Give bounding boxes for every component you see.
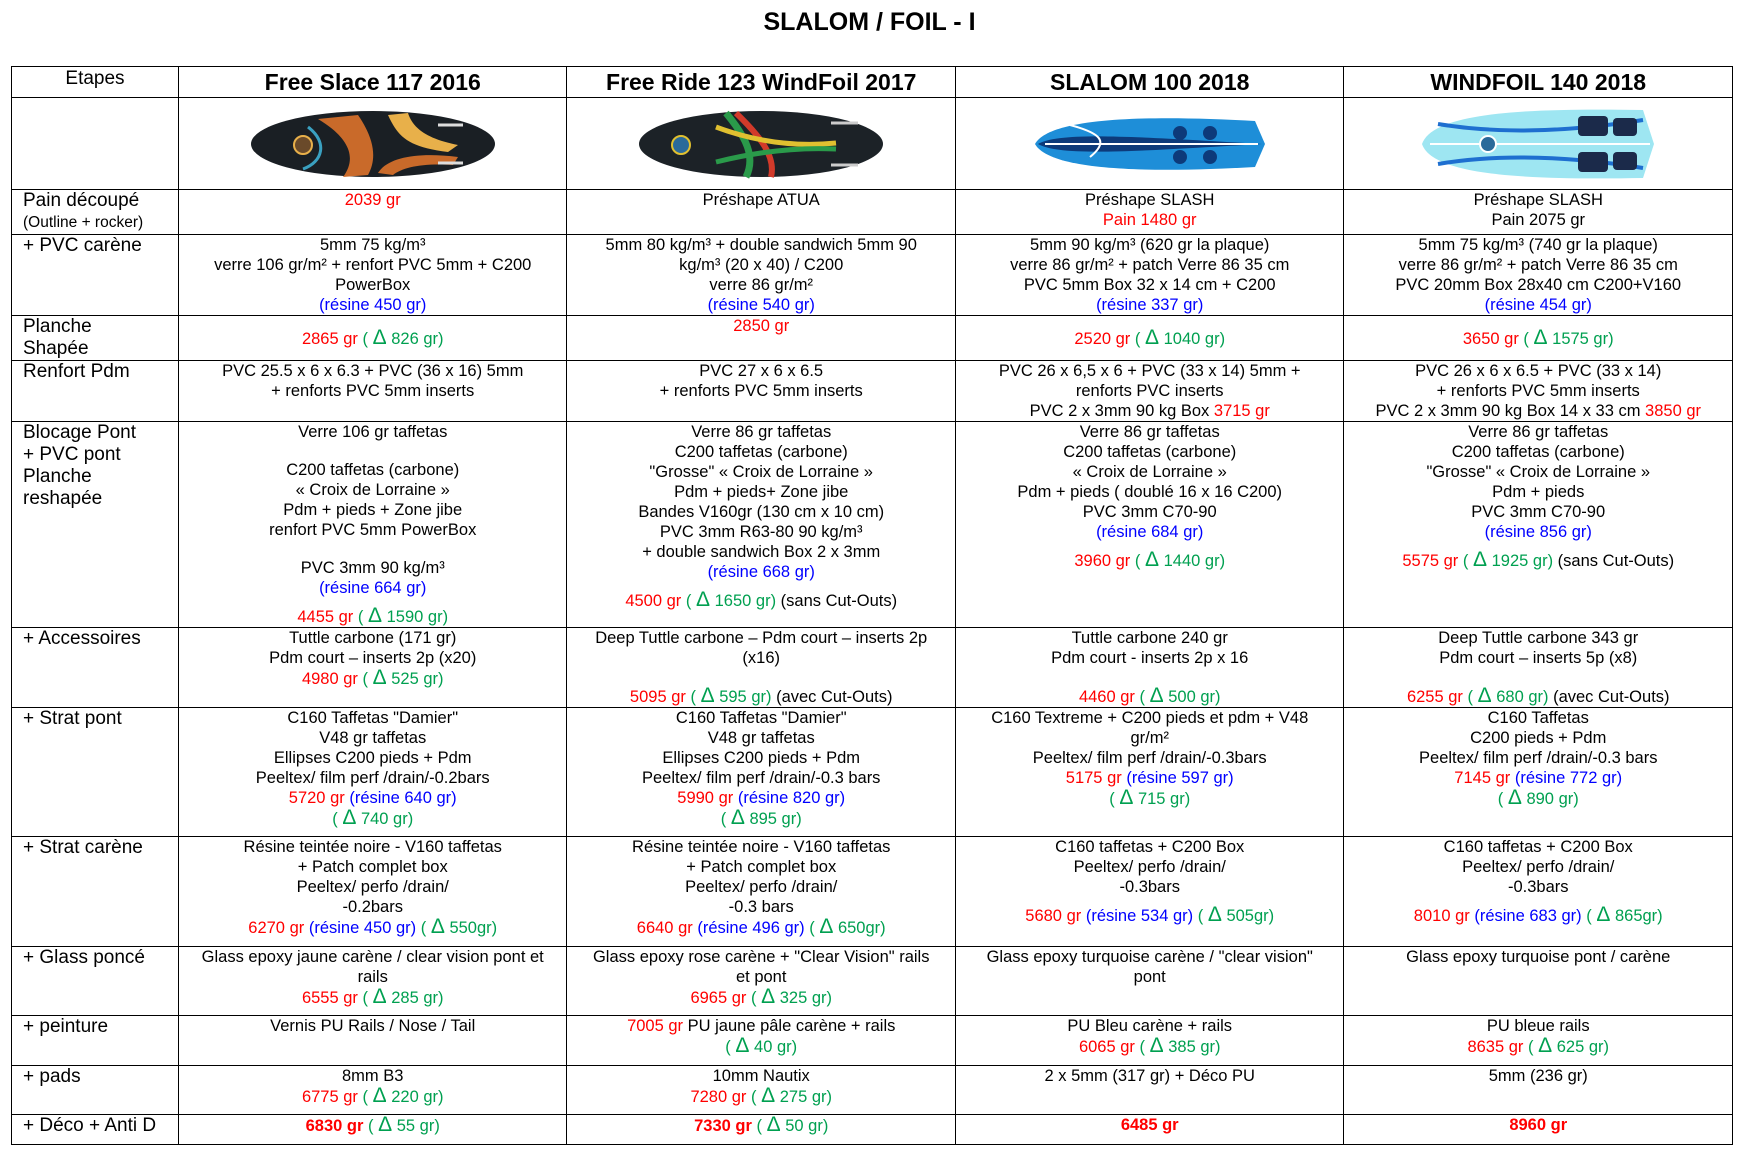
cell-text: Pdm court – inserts 2p (x20)	[269, 649, 477, 667]
delta-value: ( Δ 650gr)	[809, 915, 886, 938]
resin-value: (résine 684 gr)	[1096, 523, 1204, 541]
weight-value: 4460 gr	[1078, 688, 1135, 706]
weight-value: 7330 gr	[694, 1117, 752, 1135]
row-label: + Strat pont	[23, 708, 122, 729]
row-accessoires	[12, 628, 1733, 708]
cell-text: Glass epoxy jaune carène / clear vision pont et	[201, 948, 544, 966]
cell-text: C200 taffetas (carbone)	[674, 443, 848, 461]
weight-value: 2850 gr	[733, 317, 790, 335]
delta-icon: Δ	[378, 1113, 393, 1136]
weight-value: 6065 gr	[1078, 1038, 1135, 1056]
row-label: Shapée	[23, 338, 89, 359]
cell-text: PVC 27 x 6 x 6.5	[699, 362, 824, 380]
weight-value: 2520 gr	[1074, 329, 1131, 348]
delta-value: ( Δ 285 gr)	[362, 985, 444, 1008]
header-etapes: Etapes	[12, 67, 179, 98]
weight-value: 5095 gr	[629, 688, 686, 706]
weight-value: 3650 gr	[1462, 329, 1519, 348]
weight-value: 6640 gr	[636, 919, 693, 937]
cell-text: "Grosse" « Croix de Lorraine »	[649, 463, 873, 481]
cell-text: V48 gr taffetas	[707, 729, 815, 747]
cell-text: kg/m³ (20 x 40) / C200	[679, 256, 844, 274]
cell-text: (sans Cut-Outs)	[1553, 552, 1675, 570]
resin-value: (résine 450 gr)	[319, 296, 427, 314]
cell-text: verre 106 gr/m² + renfort PVC 5mm + C200	[214, 256, 532, 274]
cell-text: C200 taffetas (carbone)	[1063, 443, 1237, 461]
delta-icon: Δ	[766, 1113, 781, 1136]
delta-value: ( Δ 55 gr)	[368, 1113, 440, 1136]
row-pain-decoupe	[12, 190, 1733, 235]
cell-text: (x16)	[742, 649, 781, 667]
resin-value: (résine 540 gr)	[707, 296, 815, 314]
cell-text: Pdm court - inserts 2p x 16	[1051, 649, 1249, 667]
weight-value: 5575 gr	[1402, 552, 1459, 570]
cell-text: Peeltex/ perfo /drain/	[296, 878, 449, 896]
delta-icon: Δ	[1507, 786, 1522, 809]
delta-value: ( Δ 680 gr)	[1467, 684, 1549, 707]
cell-text: « Croix de Lorraine »	[295, 481, 450, 499]
row-label: Renfort Pdm	[23, 361, 130, 382]
cell-text: (avec Cut-Outs)	[771, 688, 893, 706]
cell-text: verre 86 gr/m² + patch Verre 86 35 cm	[1398, 256, 1678, 274]
cell-text: C200 taffetas (carbone)	[1451, 443, 1625, 461]
board-slalom-100-image	[1030, 111, 1270, 177]
delta-value: ( Δ 1040 gr)	[1134, 325, 1226, 349]
row-label: + PVC pont	[23, 444, 121, 465]
delta-value: ( Δ 865gr)	[1586, 903, 1663, 926]
weight-value: 6270 gr	[248, 919, 305, 937]
cell-text: -0.3bars	[1507, 878, 1569, 896]
header-col-2: Free Ride 123 WindFoil 2017	[567, 67, 956, 98]
row-pads	[12, 1066, 1733, 1115]
row-label: Blocage Pont	[23, 422, 137, 443]
cell-text: Tuttle carbone (171 gr)	[289, 629, 457, 647]
cell-text: Peeltex/ perfo /drain/	[1073, 858, 1226, 876]
weight-value: 3960 gr	[1074, 552, 1131, 570]
resin-value: (résine 668 gr)	[707, 563, 815, 581]
cell-text: Peeltex/ film perf /drain/-0.3bars	[1032, 749, 1267, 767]
cell-text: 5mm 75 kg/m³ (740 gr la plaque)	[1418, 236, 1658, 254]
row-label: + pads	[23, 1066, 81, 1087]
cell-text: (avec Cut-Outs)	[1548, 688, 1670, 706]
delta-icon: Δ	[368, 604, 383, 627]
cell-text: V48 gr taffetas	[319, 729, 427, 747]
board-windfoil-140-image	[1418, 104, 1658, 184]
weight-value: 8960 gr	[1509, 1116, 1568, 1134]
delta-icon: Δ	[1207, 903, 1222, 926]
weight-value: Pain 1480 gr	[1102, 211, 1197, 229]
images-label-cell	[12, 98, 179, 190]
delta-icon: Δ	[1145, 325, 1160, 349]
weight-value: 5720 gr	[288, 789, 345, 807]
resin-value: (résine 772 gr)	[1510, 769, 1623, 787]
row-label: Planche	[23, 316, 92, 337]
cell-text: C160 Textreme + C200 pieds et pdm + V48	[991, 709, 1309, 727]
cell-text: Pdm + pieds ( doublé 16 x 16 C200)	[1017, 483, 1283, 501]
cell-text: + Patch complet box	[297, 858, 448, 876]
cell-text: + renforts PVC 5mm inserts	[659, 382, 863, 400]
cell-text: C160 taffetas + C200 Box	[1443, 838, 1633, 856]
cell-text: C160 Taffetas	[1487, 709, 1589, 727]
cell-text: 5mm 75 kg/m³	[320, 236, 426, 254]
cell-text: PVC 3mm R63-80 90 kg/m³	[659, 523, 863, 541]
cell-text: Préshape SLASH	[1085, 191, 1215, 209]
cell-text: renforts PVC inserts	[1075, 382, 1224, 400]
cell-text: Deep Tuttle carbone – Pdm court – inserts 2p	[595, 629, 928, 647]
cell-text: Pain 2075 gr	[1491, 211, 1586, 229]
delta-value: ( Δ 625 gr)	[1528, 1034, 1610, 1057]
row-blocage-pont	[12, 422, 1733, 628]
delta-icon: Δ	[372, 1084, 387, 1107]
cell-text: et pont	[735, 968, 787, 986]
delta-value: ( Δ 525 gr)	[362, 666, 444, 689]
delta-icon: Δ	[700, 684, 715, 707]
cell-text: Glass epoxy rose carène + "Clear Vision" rails	[592, 948, 930, 966]
cell-text: gr/m²	[1130, 729, 1169, 747]
delta-value: ( Δ 890 gr)	[1497, 786, 1579, 809]
resin-value: (résine 640 gr)	[344, 789, 457, 807]
delta-value: ( Δ 1650 gr)	[685, 588, 777, 611]
weight-value: 6775 gr	[301, 1088, 358, 1106]
cell-text: + double sandwich Box 2 x 3mm	[642, 543, 881, 561]
cell-text: PVC 3mm C70-90	[1082, 503, 1217, 521]
row-label: Planche	[23, 466, 92, 487]
cell-text: 5mm 80 kg/m³ + double sandwich 5mm 90	[605, 236, 917, 254]
cell-text: Pdm + pieds+ Zone jibe	[674, 483, 849, 501]
cell-text: PVC 3mm 90 kg/m³	[300, 559, 445, 577]
delta-value: ( Δ 1590 gr)	[357, 604, 449, 627]
cell-text: Deep Tuttle carbone 343 gr	[1438, 629, 1639, 647]
cell-text: + renforts PVC 5mm inserts	[1436, 382, 1640, 400]
resin-value: (résine 597 gr)	[1121, 769, 1234, 787]
cell-text: + renforts PVC 5mm inserts	[271, 382, 475, 400]
delta-icon: Δ	[372, 666, 387, 689]
delta-icon: Δ	[372, 325, 387, 349]
cell-text: 8mm B3	[342, 1067, 404, 1085]
delta-icon: Δ	[1533, 325, 1548, 349]
cell-text: "Grosse" « Croix de Lorraine »	[1426, 463, 1651, 481]
cell-text: verre 86 gr/m²	[709, 276, 814, 294]
delta-value: ( Δ 826 gr)	[362, 325, 444, 349]
delta-icon: Δ	[1477, 684, 1492, 707]
delta-icon: Δ	[372, 985, 387, 1008]
resin-value: (résine 664 gr)	[319, 579, 427, 597]
header-row	[12, 67, 1733, 98]
delta-icon: Δ	[1473, 548, 1488, 571]
cell-text: Tuttle carbone 240 gr	[1071, 629, 1228, 647]
cell-text: -0.2bars	[342, 898, 403, 916]
row-label: + peinture	[23, 1016, 109, 1037]
header-col-3: SLALOM 100 2018	[955, 67, 1344, 98]
cell-text: Peeltex/ film perf /drain/-0.2bars	[255, 769, 490, 787]
row-label: reshapée	[23, 488, 103, 509]
cell-text: Glass epoxy turquoise pont / carène	[1406, 948, 1671, 966]
board-free-ride-123-image	[636, 107, 886, 181]
weight-value: 7280 gr	[690, 1088, 747, 1106]
delta-value: ( Δ 275 gr)	[751, 1084, 832, 1107]
images-row	[12, 98, 1733, 190]
delta-value: ( Δ 550gr)	[420, 915, 498, 938]
cell-text: Bandes V160gr (130 cm x 10 cm)	[638, 503, 885, 521]
weight-value: 7005 gr	[627, 1017, 684, 1035]
resin-value: (résine 683 gr)	[1469, 907, 1582, 925]
row-strat-pont	[12, 708, 1733, 837]
delta-icon: Δ	[695, 588, 711, 611]
cell-text: Vernis PU Rails / Nose / Tail	[270, 1017, 476, 1035]
cell-text: pont	[1133, 968, 1166, 986]
cell-text: C160 Taffetas "Damier"	[287, 709, 459, 727]
resin-value: (résine 450 gr)	[304, 919, 417, 937]
resin-value: (résine 496 gr)	[692, 919, 805, 937]
cell-text: PU bleue rails	[1486, 1017, 1590, 1035]
row-pvc-carene	[12, 235, 1733, 316]
cell-text: Glass epoxy turquoise carène / "clear vision"	[986, 948, 1313, 966]
delta-value: ( Δ 715 gr)	[1109, 786, 1191, 809]
weight-value: 4455 gr	[297, 608, 354, 626]
cell-text: Résine teintée noire - V160 taffetas	[632, 838, 891, 856]
cell-text: Pdm + pieds	[1492, 483, 1585, 501]
weight-value: 5680 gr	[1025, 907, 1082, 925]
cell-text: + Patch complet box	[686, 858, 837, 876]
resin-value: (résine 820 gr)	[733, 789, 846, 807]
row-renfort-pdm	[12, 361, 1733, 422]
header-col-4: WINDFOIL 140 2018	[1344, 67, 1733, 98]
cell-text: Ellipses C200 pieds + Pdm	[662, 749, 861, 767]
cell-text: -0.3bars	[1119, 878, 1180, 896]
weight-value: 6555 gr	[301, 989, 358, 1007]
delta-value: ( Δ 385 gr)	[1139, 1034, 1221, 1057]
delta-icon: Δ	[1149, 1034, 1164, 1057]
cell-text: 10mm Nautix	[712, 1067, 810, 1085]
delta-value: ( Δ 595 gr)	[690, 684, 772, 707]
cell-text: Peeltex/ perfo /drain/	[685, 878, 838, 896]
cell-text: PVC 5mm Box 32 x 14 cm + C200	[1023, 276, 1276, 294]
delta-icon: Δ	[819, 915, 834, 938]
resin-value: (résine 856 gr)	[1484, 523, 1592, 541]
cell-text: C160 Taffetas "Damier"	[675, 709, 847, 727]
cell-text: verre 86 gr/m² + patch Verre 86 35 cm	[1010, 256, 1290, 274]
delta-icon: Δ	[735, 1034, 750, 1057]
delta-value: ( Δ 220 gr)	[362, 1084, 444, 1107]
row-label: + PVC carène	[23, 235, 142, 256]
cell-text: Verre 86 gr taffetas	[1468, 423, 1609, 441]
cell-text: Préshape ATUA	[702, 191, 820, 209]
page-title: SLALOM / FOIL - I	[763, 8, 976, 36]
cell-text: 5mm 90 kg/m³ (620 gr la plaque)	[1030, 236, 1270, 254]
delta-value: ( Δ 50 gr)	[756, 1113, 829, 1136]
cell-text: C200 taffetas (carbone)	[286, 461, 460, 479]
delta-icon: Δ	[1538, 1034, 1553, 1057]
header-col-1: Free Slace 117 2016	[178, 67, 567, 98]
delta-icon: Δ	[761, 1084, 776, 1107]
delta-icon: Δ	[430, 915, 445, 938]
delta-value: ( Δ 500 gr)	[1139, 684, 1221, 707]
delta-value: ( Δ 1440 gr)	[1134, 548, 1226, 571]
cell-text: PU Bleu carène + rails	[1067, 1017, 1233, 1035]
weight-value: 4500 gr	[625, 592, 682, 610]
weight-value: 5175 gr	[1065, 769, 1122, 787]
cell-text: Pdm + pieds + Zone jibe	[283, 501, 463, 519]
weight-value: 5990 gr	[677, 789, 734, 807]
delta-value: ( Δ 40 gr)	[725, 1034, 798, 1057]
row-label: + Déco + Anti D	[23, 1115, 157, 1136]
cell-text: Peeltex/ film perf /drain/-0.3 bars	[642, 769, 881, 787]
cell-text: PVC 2 x 3mm 90 kg Box	[1029, 402, 1214, 420]
cell-text: « Croix de Lorraine »	[1072, 463, 1227, 481]
delta-icon: Δ	[1149, 684, 1164, 707]
resin-value: (résine 534 gr)	[1081, 907, 1194, 925]
board-free-slace-117-image	[248, 107, 498, 181]
cell-text: C160 taffetas + C200 Box	[1055, 838, 1245, 856]
row-peinture	[12, 1016, 1733, 1066]
cell-text: Préshape SLASH	[1473, 191, 1603, 209]
row-planche-shapee	[12, 316, 1733, 361]
row-strat-carene	[12, 837, 1733, 947]
row-sublabel: (Outline + rocker)	[23, 214, 144, 231]
weight-value: 6485 gr	[1120, 1116, 1179, 1134]
delta-icon: Δ	[761, 985, 776, 1008]
weight-value: 4980 gr	[301, 670, 358, 688]
resin-value: (résine 337 gr)	[1096, 296, 1204, 314]
cell-text: C200 pieds + Pdm	[1470, 729, 1607, 747]
cell-text: PowerBox	[335, 276, 411, 294]
row-label: + Glass poncé	[23, 947, 145, 968]
row-label: + Accessoires	[23, 628, 141, 649]
delta-value: ( Δ 740 gr)	[332, 806, 414, 829]
board-build-table	[11, 66, 1733, 1145]
weight-value: 7145 gr	[1454, 769, 1511, 787]
delta-icon: Δ	[342, 806, 357, 829]
delta-value: ( Δ 1925 gr)	[1462, 548, 1554, 571]
delta-icon: Δ	[1145, 548, 1160, 571]
cell-text: Ellipses C200 pieds + Pdm	[273, 749, 472, 767]
delta-value: ( Δ 1575 gr)	[1523, 325, 1614, 349]
resin-value: (résine 454 gr)	[1484, 296, 1592, 314]
delta-icon: Δ	[1596, 903, 1611, 926]
row-label: Pain découpé	[23, 190, 140, 211]
cell-text: renfort PVC 5mm PowerBox	[269, 521, 477, 539]
weight-value: 6255 gr	[1406, 688, 1463, 706]
cell-text: (sans Cut-Outs)	[776, 592, 898, 610]
cell-text: -0.3 bars	[728, 898, 794, 916]
weight-value: 6830 gr	[305, 1117, 364, 1135]
cell-text: Résine teintée noire - V160 taffetas	[243, 838, 502, 856]
delta-value: ( Δ 895 gr)	[720, 806, 802, 829]
cell-text: Verre 86 gr taffetas	[1079, 423, 1220, 441]
cell-text: Pdm court – inserts 5p (x8)	[1439, 649, 1638, 667]
weight-value: 6965 gr	[690, 989, 747, 1007]
delta-icon: Δ	[730, 806, 745, 829]
delta-icon: Δ	[1119, 786, 1134, 809]
cell-text: PVC 3mm C70-90	[1471, 503, 1606, 521]
row-label: + Strat carène	[23, 837, 143, 858]
delta-value: ( Δ 505gr)	[1197, 903, 1275, 926]
weight-value: 2039 gr	[344, 191, 401, 209]
weight-value: 2865 gr	[301, 329, 358, 348]
cell-text: Peeltex/ film perf /drain/-0.3 bars	[1419, 749, 1658, 767]
cell-text: PU jaune pâle carène + rails	[683, 1017, 896, 1035]
cell-text: 2 x 5mm (317 gr) + Déco PU	[1044, 1067, 1255, 1085]
cell-text: PVC 26 x 6,5 x 6 + PVC (33 x 14) 5mm +	[998, 362, 1301, 380]
cell-text: Peeltex/ perfo /drain/	[1462, 858, 1615, 876]
weight-value: 3715 gr	[1213, 402, 1270, 420]
cell-text: PVC 2 x 3mm 90 kg Box 14 x 33 cm	[1375, 402, 1646, 420]
weight-value: 8010 gr	[1413, 907, 1470, 925]
cell-text: Verre 86 gr taffetas	[691, 423, 832, 441]
row-deco-anti-d	[12, 1115, 1733, 1145]
cell-text: PVC 26 x 6 x 6.5 + PVC (33 x 14)	[1415, 362, 1662, 380]
row-glass-ponce	[12, 947, 1733, 1016]
delta-value: ( Δ 325 gr)	[751, 985, 832, 1008]
cell-text: PVC 20mm Box 28x40 cm C200+V160	[1395, 276, 1682, 294]
cell-text: Verre 106 gr taffetas	[298, 423, 448, 441]
cell-text: PVC 25.5 x 6 x 6.3 + PVC (36 x 16) 5mm	[222, 362, 524, 380]
cell-text: 5mm (236 gr)	[1488, 1067, 1588, 1085]
weight-value: 8635 gr	[1467, 1038, 1524, 1056]
cell-text: rails	[357, 968, 388, 986]
weight-value: 3850 gr	[1645, 402, 1702, 420]
